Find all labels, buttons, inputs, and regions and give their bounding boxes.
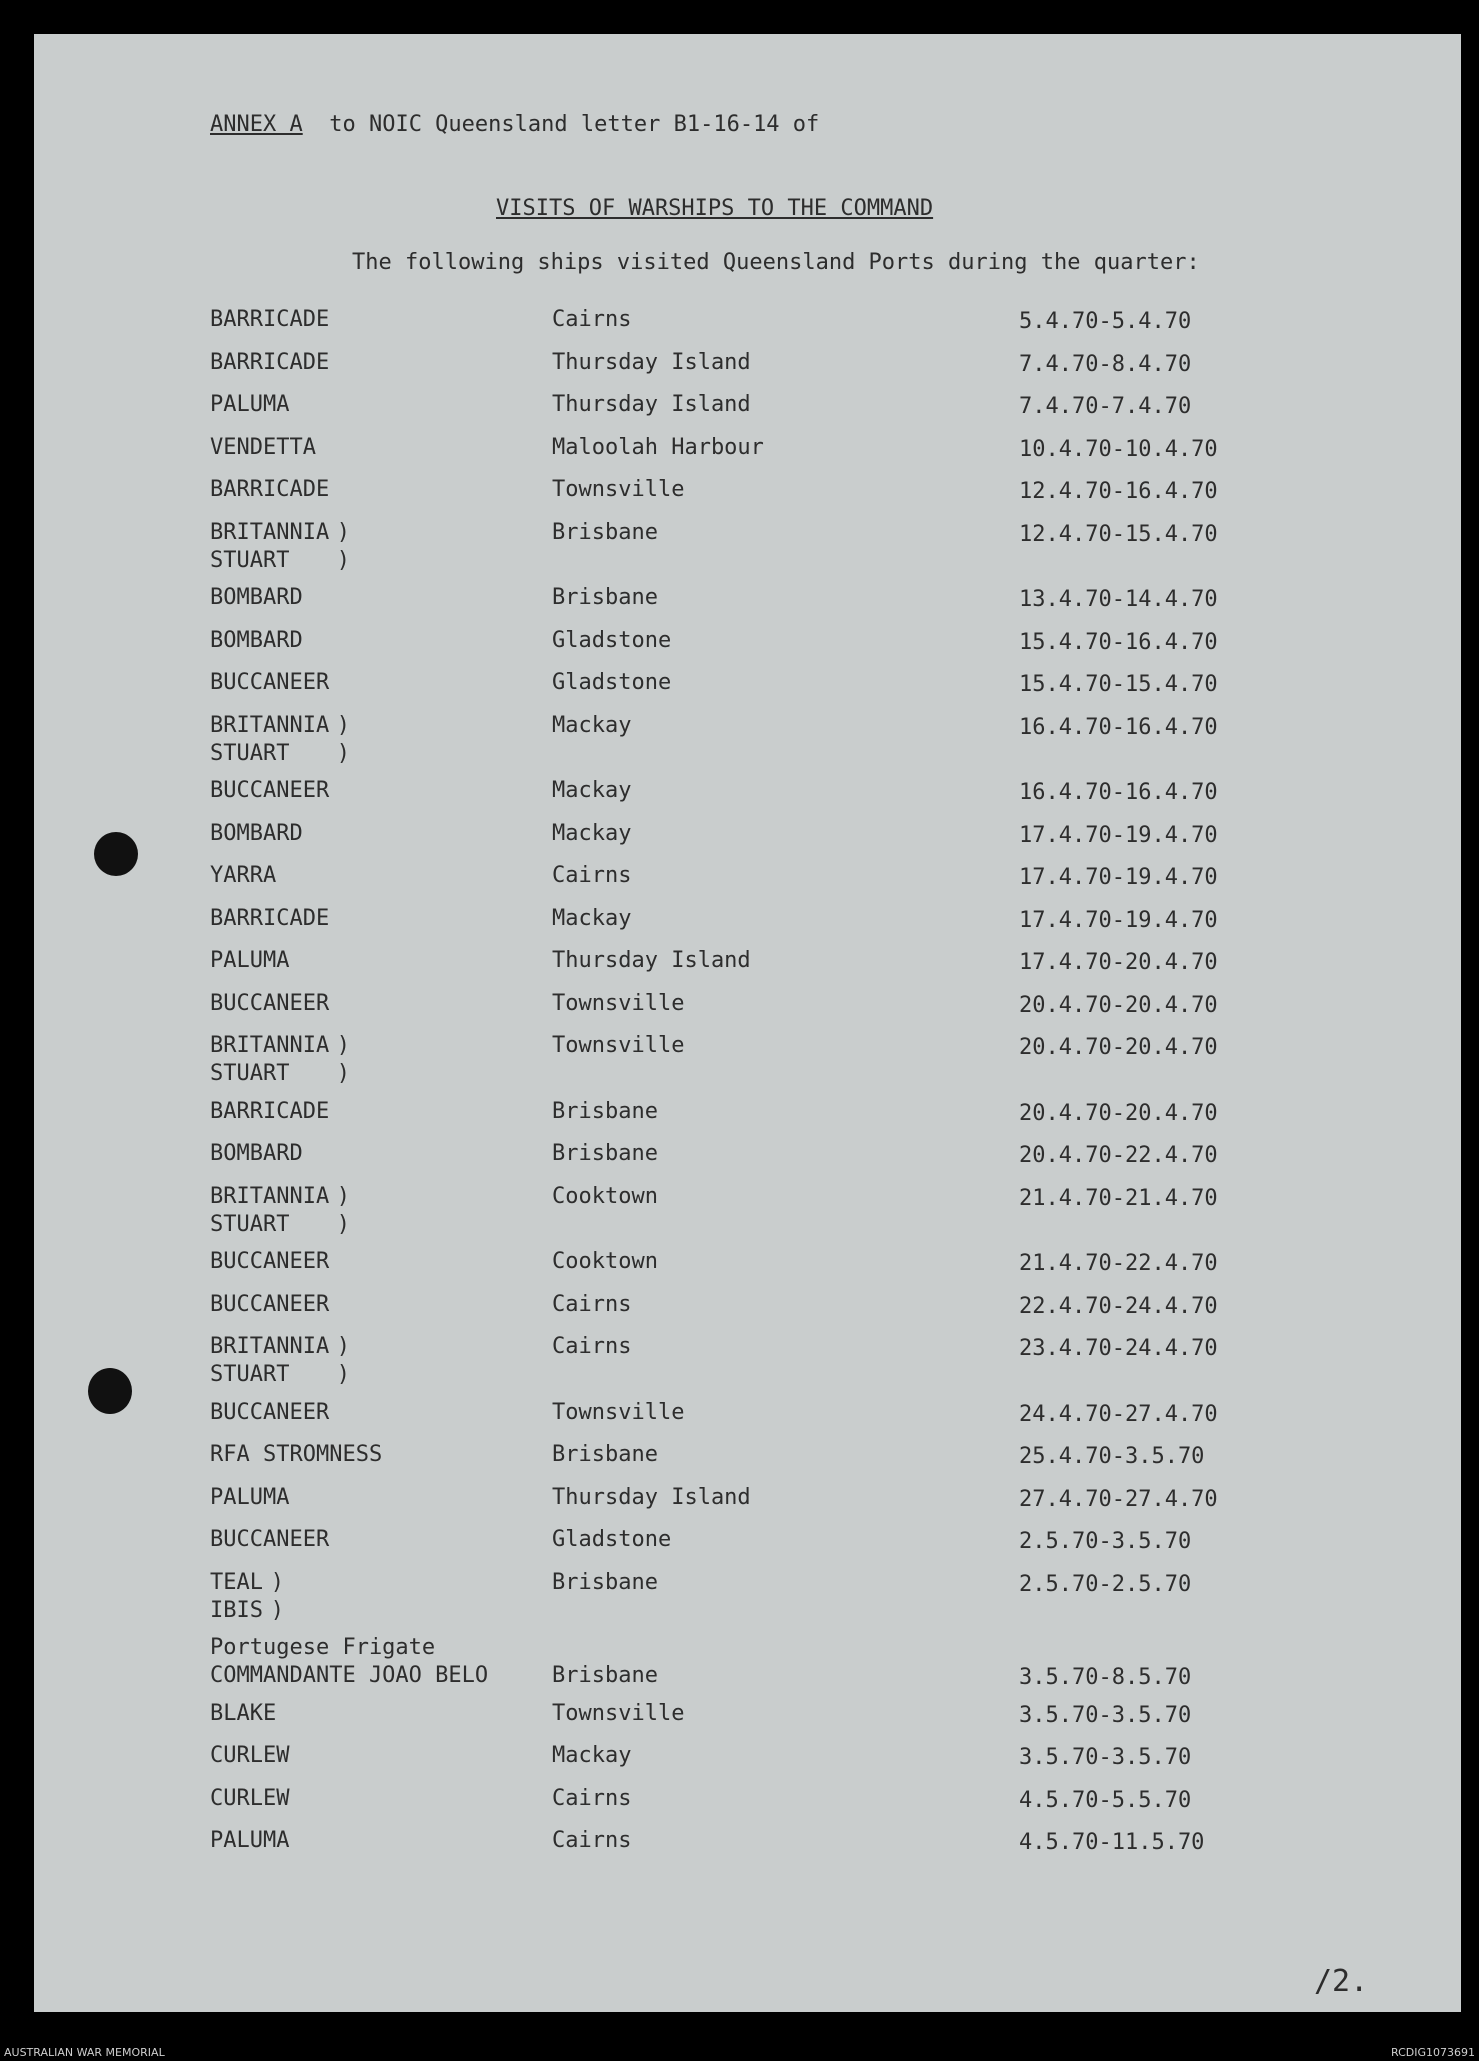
ship-name: BRITANNIA — [210, 1334, 330, 1359]
port-name: Townsville — [552, 1700, 685, 1726]
port-name: Brisbane — [552, 1442, 658, 1467]
visit-dates: 22.4.70-24.4.70 — [1019, 1293, 1218, 1319]
ship-name: PALUMA — [210, 1828, 290, 1853]
ship-name: BRITANNIA — [210, 1033, 330, 1058]
ship-names — [210, 1098, 329, 1126]
port-name: Brisbane — [552, 1569, 658, 1595]
ship-names — [210, 990, 329, 1018]
ship-names — [210, 1700, 276, 1728]
ship-name: BOMBARD — [210, 1141, 303, 1166]
port-name: Cairns — [552, 307, 632, 332]
ship-name: BOMBARD — [210, 820, 303, 846]
port-name: Gladstone — [552, 1527, 672, 1552]
port-name: Townsville — [552, 1399, 685, 1425]
ship-name: TEAL — [210, 1569, 263, 1595]
visit-dates: 20.4.70-20.4.70 — [1019, 992, 1218, 1018]
port-name: Thursday Island — [552, 1484, 751, 1510]
visit-dates: 3.5.70-3.5.70 — [1019, 1745, 1192, 1770]
ship-names — [210, 905, 329, 933]
ship-names — [210, 1742, 289, 1770]
ship-names — [210, 1785, 289, 1813]
visit-dates: 15.4.70-16.4.70 — [1019, 629, 1218, 655]
document-page — [34, 34, 1461, 2012]
visit-dates: 2.5.70-2.5.70 — [1019, 1571, 1192, 1597]
ship-names — [210, 1032, 329, 1088]
ship-name: BARRICADE — [210, 307, 330, 332]
visit-dates: 27.4.70-27.4.70 — [1019, 1486, 1218, 1512]
port-name: Gladstone — [552, 670, 672, 695]
ship-name: BUCCANEER — [210, 1249, 330, 1274]
ship-names — [210, 712, 329, 768]
ship-names — [210, 1569, 263, 1625]
ship-name: CURLEW — [210, 1743, 290, 1768]
ship-name: CURLEW — [210, 1785, 290, 1811]
ship-names — [210, 947, 289, 975]
ship-names — [210, 1399, 329, 1427]
visit-dates: 23.4.70-24.4.70 — [1019, 1336, 1218, 1361]
port-name: Townsville — [552, 990, 685, 1016]
ship-name: PALUMA — [210, 392, 290, 417]
ship-names — [210, 1484, 289, 1512]
ship-names — [210, 627, 303, 655]
ship-names — [210, 777, 329, 805]
ship-name: BOMBARD — [210, 585, 303, 610]
port-name: Cairns — [552, 1334, 632, 1359]
visit-dates: 25.4.70-3.5.70 — [1019, 1444, 1205, 1469]
group-bracket: ) ) — [336, 1183, 351, 1237]
visit-dates: 24.4.70-27.4.70 — [1019, 1401, 1218, 1427]
punch-hole — [94, 832, 138, 876]
ship-name: Portugese Frigate — [210, 1635, 436, 1660]
visit-dates: 20.4.70-20.4.70 — [1019, 1035, 1218, 1060]
port-name: Cooktown — [552, 1249, 658, 1274]
visit-dates: 12.4.70-15.4.70 — [1019, 521, 1218, 547]
visit-dates: 10.4.70-10.4.70 — [1019, 436, 1218, 462]
visit-dates: 20.4.70-22.4.70 — [1019, 1143, 1218, 1168]
ship-name: BUCCANEER — [210, 990, 330, 1016]
visit-dates: 17.4.70-19.4.70 — [1019, 907, 1218, 933]
ship-name: BUCCANEER — [210, 1399, 330, 1425]
ship-names — [210, 1248, 329, 1276]
ship-names — [210, 306, 329, 334]
visit-dates: 17.4.70-20.4.70 — [1019, 950, 1218, 975]
ship-names — [210, 391, 289, 419]
ship-name: STUART — [210, 1362, 290, 1387]
document-title: VISITS OF WARSHIPS TO THE COMMAND — [496, 196, 934, 221]
ship-names — [210, 476, 329, 504]
ship-names — [210, 519, 329, 575]
visit-dates: 21.4.70-21.4.70 — [1019, 1185, 1218, 1211]
ship-names — [210, 349, 329, 377]
ship-name: STUART — [210, 1211, 290, 1237]
port-name: Mackay — [552, 1743, 632, 1768]
ship-name: BARRICADE — [210, 477, 330, 502]
visit-dates: 3.5.70-3.5.70 — [1019, 1702, 1192, 1728]
ship-names — [210, 434, 316, 462]
port-name: Brisbane — [552, 519, 658, 545]
port-name: Mackay — [552, 820, 632, 846]
port-name: Brisbane — [552, 1098, 658, 1124]
port-name: Brisbane — [552, 585, 658, 610]
visit-dates: 4.5.70-11.5.70 — [1019, 1830, 1205, 1855]
ship-names — [210, 1441, 382, 1469]
ship-name: PALUMA — [210, 1484, 290, 1510]
group-bracket: ) ) — [336, 712, 351, 766]
punch-hole — [88, 1368, 132, 1414]
annex-heading — [210, 112, 819, 137]
ship-names — [210, 1333, 329, 1389]
group-bracket: ) ) — [336, 1334, 351, 1387]
port-name: Thursday Island — [552, 392, 751, 417]
port-name: Cairns — [552, 863, 632, 888]
ship-name: BUCCANEER — [210, 1291, 330, 1317]
ship-name: BUCCANEER — [210, 778, 330, 803]
port-name: Mackay — [552, 712, 632, 738]
ship-name: STUART — [210, 1061, 290, 1086]
visit-dates: 17.4.70-19.4.70 — [1019, 865, 1218, 890]
ship-name: BARRICADE — [210, 1098, 330, 1124]
visit-dates: 5.4.70-5.4.70 — [1019, 309, 1192, 334]
footer-archive-name: AUSTRALIAN WAR MEMORIAL — [4, 2046, 165, 2059]
ship-name: RFA STROMNESS — [210, 1442, 383, 1467]
ship-name: BUCCANEER — [210, 670, 330, 695]
visit-dates: 20.4.70-20.4.70 — [1019, 1100, 1218, 1126]
visit-dates: 17.4.70-19.4.70 — [1019, 822, 1218, 848]
port-name: Thursday Island — [552, 349, 751, 375]
ship-names — [210, 1291, 329, 1319]
visit-dates: 3.5.70-8.5.70 — [1019, 1665, 1192, 1690]
ship-name: STUART — [210, 740, 290, 766]
port-name: Brisbane — [552, 1141, 658, 1166]
port-name: Cairns — [552, 1785, 632, 1811]
visit-dates: 21.4.70-22.4.70 — [1019, 1251, 1218, 1276]
visit-dates: 15.4.70-15.4.70 — [1019, 672, 1218, 697]
ship-name: BUCCANEER — [210, 1527, 330, 1552]
group-bracket: ) ) — [270, 1569, 285, 1623]
visit-dates: 7.4.70-8.4.70 — [1019, 351, 1192, 377]
visit-dates: 2.5.70-3.5.70 — [1019, 1529, 1192, 1554]
port-name: Maloolah Harbour — [552, 434, 764, 460]
ship-name: BLAKE — [210, 1700, 277, 1726]
port-name: Mackay — [552, 905, 632, 931]
ship-names — [210, 584, 303, 612]
ship-name: BRITANNIA — [210, 712, 330, 738]
ship-name: IBIS — [210, 1597, 263, 1623]
visit-dates: 12.4.70-16.4.70 — [1019, 479, 1218, 504]
ship-name: BOMBARD — [210, 627, 303, 653]
group-bracket: ) ) — [336, 519, 351, 573]
ship-name: VENDETTA — [210, 434, 316, 460]
ship-name: BRITANNIA — [210, 1183, 330, 1209]
port-name: Cairns — [552, 1828, 632, 1853]
intro-text: The following ships visited Queensland Ports during the quarter: — [352, 250, 1200, 275]
group-bracket: ) ) — [336, 1033, 351, 1086]
ship-name: YARRA — [210, 863, 277, 888]
port-name: Brisbane — [552, 1663, 658, 1688]
annex-reference: to NOIC Queensland letter B1-16-14 of — [329, 112, 820, 137]
ship-names — [210, 1526, 329, 1554]
visit-dates: 13.4.70-14.4.70 — [1019, 587, 1218, 612]
annex-label: ANNEX A — [210, 112, 303, 137]
ship-name: BARRICADE — [210, 349, 330, 375]
ship-names — [210, 820, 303, 848]
port-name: Townsville — [552, 1033, 685, 1058]
page-number: /2. — [1314, 1964, 1369, 1999]
ship-names — [210, 1140, 303, 1168]
ship-name: STUART — [210, 547, 290, 573]
port-name: Cooktown — [552, 1183, 658, 1209]
ship-names — [210, 1634, 488, 1690]
port-name: Cairns — [552, 1291, 632, 1317]
port-name: Gladstone — [552, 627, 672, 653]
ship-names — [210, 1827, 289, 1855]
visit-dates: 4.5.70-5.5.70 — [1019, 1787, 1192, 1813]
ship-name: BRITANNIA — [210, 519, 330, 545]
footer-item-id: RCDIG1073691 — [1390, 2046, 1475, 2059]
port-name: Townsville — [552, 477, 685, 502]
ship-names — [210, 1183, 329, 1239]
ship-name: COMMANDANTE JOAO BELO — [210, 1663, 489, 1688]
port-name: Mackay — [552, 778, 632, 803]
visit-dates: 16.4.70-16.4.70 — [1019, 714, 1218, 740]
ship-name: PALUMA — [210, 948, 290, 973]
ship-names — [210, 669, 329, 697]
ship-names — [210, 862, 276, 890]
visit-dates: 16.4.70-16.4.70 — [1019, 780, 1218, 805]
port-name: Thursday Island — [552, 948, 751, 973]
visit-dates: 7.4.70-7.4.70 — [1019, 394, 1192, 419]
ship-name: BARRICADE — [210, 905, 330, 931]
